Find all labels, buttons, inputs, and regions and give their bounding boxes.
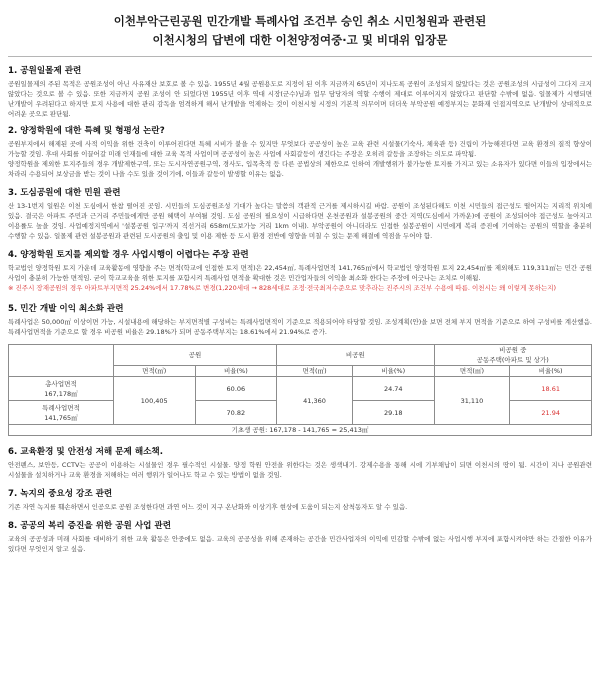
table-header-nonpark: 비공원 (277, 345, 434, 366)
section-safety (8, 446, 592, 480)
section-downtown-park (8, 187, 592, 241)
section-heading: 6. 교육환경 및 안전성 저해 문제 해소책. (8, 447, 163, 457)
table-col-area: 면적(㎡) (434, 366, 510, 377)
section-heading: 1. 공원일몰제 관련 (8, 66, 82, 76)
cell-park-area: 100,405 (113, 377, 195, 425)
section-paragraph: 기존 자연 녹지를 훼손하면서 인공으로 공원 조성한다면 과연 어느 것이 지구 온난화와 이상기후 현상에 도움이 되는지 삼척동자도 알 수 있음. (8, 503, 408, 511)
section-heading: 5. 민간 개발 이익 최소화 관련 (8, 304, 124, 314)
table-row (9, 377, 592, 401)
row-label-total-value: 167,178㎡ (44, 389, 78, 398)
table-row (9, 345, 592, 366)
row-label-total-text: 총사업면적 (45, 379, 77, 388)
area-ratio-table (8, 344, 592, 436)
table-header-housing-line1: 비공원 중 (499, 346, 527, 354)
table-col-ratio: 비율(%) (510, 366, 592, 377)
title-divider (8, 56, 592, 57)
section-paragraph: 공원부지에서 해제된 곳에 사적 이익을 위한 건축이 이루어진다면 특혜 시비가 붙을 수 있지만 무엇보다 공공성이 높은 교육 관련 시설물(기숙사, 체육관 등) 건립이 가능해진다면 교육 환경의 질적 향상이 가능할 것임. 후대 사회를 이끌어갈 미래 인재들에 대한 교육 목적 사업이며 공공성이 높은 사업에 사회갈등이 생긴다는 주장은 오히려 갈등을 조장하는 의도로 파악됨. (8, 140, 592, 158)
jinju-note: ※ 진주시 장재공원의 경우 아파트부지면적 25.24%에서 17.78%로 변경(1,220세대 → 828세대로 조정·전국최저수준으로 맞추라는 진주시의 조건부 수용에 따름. 이천시는 왜 이렇게 못하는지) (8, 284, 557, 292)
cell-housing-ratio-special: 21.94 (510, 401, 592, 425)
cell-nonpark-area: 41,360 (277, 377, 353, 425)
cell-park-ratio-special: 70.82 (195, 401, 277, 425)
section-favoritism (8, 125, 592, 179)
section-public-welfare (8, 520, 592, 554)
table-col-ratio: 비율(%) (352, 366, 434, 377)
table-row (9, 425, 592, 436)
section-heading: 3. 도심공원에 대한 민원 관련 (8, 188, 121, 198)
cell-housing-ratio-total: 18.61 (510, 377, 592, 401)
table-footer: 기초생 공원: 167,178 - 141,765 = 25,413㎡ (9, 425, 592, 436)
section-paragraph: 교육의 공공성과 미래 사회를 대비하기 위한 교육 활동은 안중에도 없음. 교육의 공공성을 위해 존재하는 공간을 민간사업자의 이익에 민감할 수밖에 없는 사업시행 부지에 포함시켜야만 하는 간절한 이유가 있다면 무엇인지 알고 싶음. (8, 535, 592, 553)
table-col-area: 면적(㎡) (113, 366, 195, 377)
cell-housing-area: 31,110 (434, 377, 510, 425)
table-header-housing-line2: 공동주택(아파트 및 상가) (476, 356, 549, 364)
section-heading: 7. 녹지의 중요성 강조 관련 (8, 489, 113, 499)
section-park-sunset (8, 65, 592, 119)
section-heading: 8. 공공의 복리 증진을 위한 공원 사업 관련 (8, 521, 172, 531)
row-label-special (9, 401, 114, 425)
table-col-ratio: 비율(%) (195, 366, 277, 377)
section-paragraph: 양정학원을 제외한 토지주들의 경우 개발제한구역, 또는 도시자연공원구역, 경사도, 입목축적 등 다른 공법상의 제한으로 인하여 개발행위가 불가능한 토지를 가지고 있는 소유자가 있다면 이들의 입장에서는 차라리 수용되어 보상금을 받는 것이 나을 수도 있을 것이기에, 이들과 갈등이 발생할 이유는 없음. (8, 160, 592, 178)
cell-park-ratio-total: 60.06 (195, 377, 277, 401)
document-title-line2: 이천시청의 답변에 대한 이천양정여중·고 및 비대위 입장문 (152, 33, 448, 47)
section-heading: 4. 양정학원 토지를 제외할 경우 사업시행이 어렵다는 주장 관련 (8, 250, 249, 260)
section-paragraph: 특례사업은 50,000㎡ 이상이면 가능, 시설내용에 해당하는 부지면적별 구성비는 특례사업면적이 기준으로 적용되어야 타당할 것임. 조성계획(안)을 보면 전체 부지 면적을 기준으로 하여 구성비를 계산했음. 특례사업면적을 기준으로 할 경우 비공원 비율은 29.18%가 되며 공동주택부지는 18.61%에서 21.94%로 증가. (8, 318, 592, 336)
section-paragraph: 안전펜스, 보안등, CCTV는 공공이 이용하는 시설물인 경우 필수적인 시설물. 양정 학원 안전을 위한다는 것은 생색내기. 강제수용을 통해 시에 기부채납이 되면 이천시의 땅이 됨. 시간이 지나 공원관련 시설물을 설치하거나 교육 환경을 저해하는 여러 행위가 일어나도 학교 수 있는 방법이 없을 것임. (8, 461, 592, 479)
section-paragraph: 산 13-1번지 일원은 이천 도심에서 한참 떨어진 곳임. 시민들의 도심공원조성 기대가 높다는 말씀의 객관적 근거를 제시하시길 바람. 공원이 조성된다해도 이천 시민들의 접근성도 떨어지는 지리적 위치에 있음. 결국은 아파트 주민과 근거리 주민들에게만 공원 혜택이 부여될 것임. 도심 공원의 필요성이 시급하다면 온천공원과 설봉공원의 중간 지역(도심에서 가까운)에 공원이 조성되어야 접근성도 높아지고 이용률도 높을 것임. 사업예정지역에서 '설봉공원 입구'까지 직선거리 658m(도보가능 거리 1km 이내). 부악공원이 아니더라도 인접한 설봉공원이 시민에게 복리 증진에 기여하는 공원의 역할을 충분히 수행할 수 있음. 일몰제 관련 설봉공원과 관련된 도시공원의 출입 및 이용 제한 등 도시 환경 전반에 영향을 미칠 수 있는 문제 해결에 역점을 두어야 함. (8, 202, 592, 240)
section-heading: 2. 양정학원에 대한 특혜 및 형평성 논란? (8, 126, 165, 136)
table-col-area: 면적(㎡) (277, 366, 353, 377)
table-corner-cell (9, 345, 114, 377)
table-header-park: 공원 (113, 345, 276, 366)
section-paragraph: 학교법인 양정학원 토지 가운데 교육활동에 영향을 주는 면적(학교에 인접한 토지 면적)은 22,454㎡, 특례사업면적 141,765㎡에서 학교법인 양정학원 토지 22,454㎡를 제외해도 119,311㎡는 민간 공원 사업이 충분히 가능한 면적임. 굳이 학교교육을 위한 토지를 포함시켜 특례사업 면적을 확대한 것은 민간업자들의 이익을 최소화 한다는 주장에 어긋나는 조치로 이해됨. (8, 264, 592, 282)
row-label-special-value: 141,765㎡ (44, 413, 78, 422)
row-label-total (9, 377, 114, 401)
section-profit-minimization (8, 303, 592, 436)
cell-nonpark-ratio-total: 24.74 (352, 377, 434, 401)
document-title-line1: 이천부악근린공원 민간개발 특례사업 조건부 승인 취소 시민청원과 관련된 (113, 14, 487, 28)
cell-nonpark-ratio-special: 29.18 (352, 401, 434, 425)
section-land-exclusion (8, 249, 592, 293)
table-header-housing (434, 345, 591, 366)
section-paragraph: 공원일몰제의 주된 목적은 공원조성이 아닌 사유재산 보호로 볼 수 있음. 1955년 4월 공원용도로 지정이 된 이후 지금까지 65년이 지나도록 공원이 조성되지 않았다는 것은 공원조성의 시급성이 그다지 크지 않았다는 것으로 볼 수 있음. 또한 지금까지 공원 조성이 안 되었다면 1955년 이후 역대 시장(군수)님과 업무 담당자의 역할 수행이 제대로 이루어지지 않았다고 판단할 수밖에 없음. 일몰제가 시행되면 난개발이 우려된다고 하지만 토지 사용에 대한 관리 감독을 엄격하게 해서 난개발을 억제하는 것이 이천시청 시정의 기본적 의무이며 더더욱 부악공원 예정부지는 문화재 인접지역으로 난개발이 상대적으로 어려운 곳으로 판단됨. (8, 80, 592, 118)
section-green-space (8, 488, 592, 512)
row-label-special-text: 특례사업면적 (42, 403, 80, 412)
